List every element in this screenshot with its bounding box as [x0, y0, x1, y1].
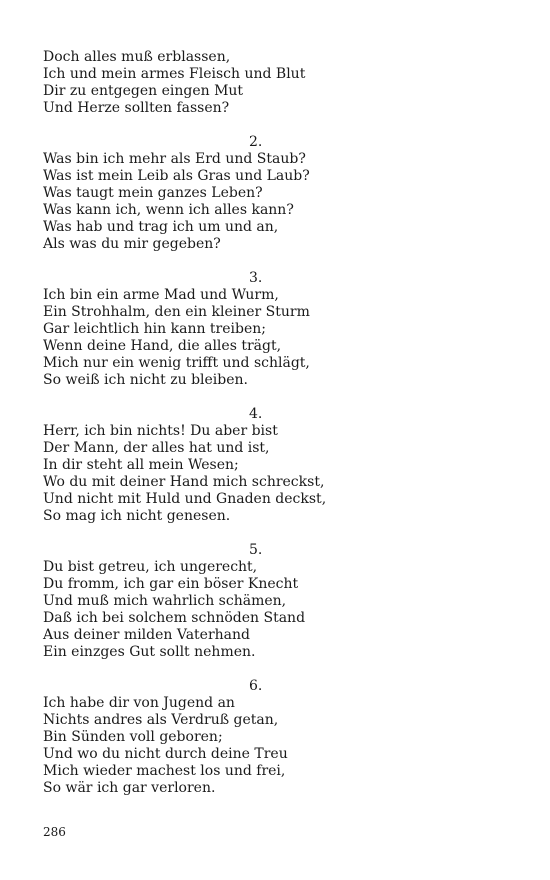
verse-line: Daß ich bei solchem schnöden Stand: [43, 610, 306, 626]
verse-line: Und nicht mit Huld und Gnaden deckst,: [43, 491, 327, 507]
verse-line: Und muß mich wahrlich schämen,: [43, 593, 287, 609]
verse-line: So weiß ich nicht zu bleiben.: [43, 372, 248, 388]
verse-line: Als was du mir gegeben?: [43, 236, 221, 252]
stanza-5: [43, 542, 503, 661]
verse-line: Du fromm, ich gar ein böser Knecht: [43, 576, 299, 592]
verse-line: Herr, ich bin nichts! Du aber bist: [43, 423, 278, 439]
verse-line: Was taugt mein ganzes Leben?: [43, 185, 263, 201]
stanza-4: [43, 406, 503, 525]
verse-line: Ein Strohhalm, den ein kleiner Sturm: [43, 304, 310, 320]
page-number: 286: [43, 825, 66, 839]
stanza-number: 3.: [249, 270, 263, 286]
verse-line: Wo du mit deiner Hand mich schreckst,: [43, 474, 325, 490]
verse-line: So wär ich gar verloren.: [43, 780, 216, 796]
verse-line: So mag ich nicht genesen.: [43, 508, 231, 524]
verse-line: Du bist getreu, ich ungerecht,: [43, 559, 258, 575]
verse-line: Dir zu entgegen eingen Mut: [43, 83, 244, 99]
verse-line: Ich und mein armes Fleisch und Blut: [43, 66, 306, 82]
stanza-2: [43, 134, 503, 253]
verse-line: Ich bin ein arme Mad und Wurm,: [43, 287, 279, 303]
verse-line: Ich habe dir von Jugend an: [43, 695, 235, 711]
verse-line: Bin Sünden voll geboren;: [43, 729, 223, 745]
verse-line: Der Mann, der alles hat und ist,: [43, 440, 270, 456]
verse-line: Nichts andres als Verdruß getan,: [43, 712, 279, 728]
verse-line: Wenn deine Hand, die alles trägt,: [43, 338, 282, 354]
verse-line: Ein einzges Gut sollt nehmen.: [43, 644, 256, 660]
verse-line: Was bin ich mehr als Erd und Staub?: [43, 151, 306, 167]
verse-line: Was kann ich, wenn ich alles kann?: [43, 202, 294, 218]
verse-line: Doch alles muß erblassen,: [43, 49, 231, 65]
poem-text: [43, 49, 503, 814]
verse-line: Mich nur ein wenig trifft und schlägt,: [43, 355, 310, 371]
verse-line: Mich wieder machest los und frei,: [43, 763, 286, 779]
stanza-number: 2.: [249, 134, 263, 150]
stanza-3: [43, 270, 503, 389]
stanza-1: [43, 49, 503, 117]
stanza-number: 5.: [249, 542, 263, 558]
stanza-6: [43, 678, 503, 797]
stanza-number: 4.: [249, 406, 263, 422]
verse-line: Und Herze sollten fassen?: [43, 100, 230, 116]
verse-line: Was hab und trag ich um und an,: [43, 219, 279, 235]
verse-line: In dir steht all mein Wesen;: [43, 457, 239, 473]
verse-line: Was ist mein Leib als Gras und Laub?: [43, 168, 310, 184]
verse-line: Und wo du nicht durch deine Treu: [43, 746, 288, 762]
stanza-number: 6.: [249, 678, 263, 694]
verse-line: Aus deiner milden Vaterhand: [43, 627, 250, 643]
verse-line: Gar leichtlich hin kann treiben;: [43, 321, 266, 337]
